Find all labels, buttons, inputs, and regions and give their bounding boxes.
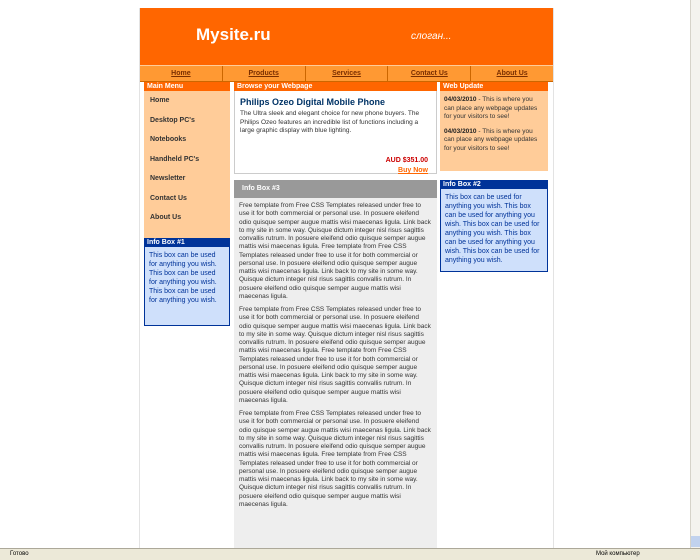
info-box-3-title: Info Box #3: [234, 180, 437, 198]
menu-item-home[interactable]: Home: [150, 97, 170, 104]
main-menu-title: Main Menu: [144, 82, 230, 91]
menu-item-about-us[interactable]: About Us: [150, 214, 182, 221]
buy-now-link[interactable]: Buy Now: [398, 167, 428, 174]
update-item: [444, 128, 544, 154]
menu-item-contact-us[interactable]: Contact Us: [150, 194, 187, 202]
site-title[interactable]: Mysite.ru: [196, 25, 271, 44]
web-update-title: Web Update: [440, 82, 548, 91]
info-box-3-paragraph: Free template from Free CSS Templates released under free to use it for both commercial or personal use. In posuere eleifend odio quisque semper augue mattis wisi maecenas ligula. Link back to my site in some way. Quisque dictum integer nisl risus sagittis convallis rutrum. In posuere eleifend odio quisque semper augue mattis wisi maecenas ligula. Free template from Free CSS Templates released under free to use it for both commercial or personal use. In posuere eleifend odio quisque semper augue mattis wisi maecenas ligula. Link back to my site in some way. Quisque dictum integer nisl risus sagittis convallis rutrum. In posuere eleifend odio quisque semper augue mattis wisi maecenas ligula.: [239, 306, 431, 404]
nav-home[interactable]: Home: [140, 66, 223, 81]
info-box-3-paragraph: Free template from Free CSS Templates released under free to use it for both commercial or personal use. In posuere eleifend odio quisque semper augue mattis wisi maecenas ligula. Link back to my site in some way. Quisque dictum integer nisl risus sagittis convallis rutrum. In posuere eleifend odio quisque semper augue mattis wisi maecenas ligula. Free template from Free CSS Templates released under free to use it for both commercial or personal use. In posuere eleifend odio quisque semper augue mattis wisi maecenas ligula. Link back to my site in some way. Quisque dictum integer nisl risus sagittis convallis rutrum. In posuere eleifend odio quisque semper augue mattis wisi maecenas ligula.: [239, 202, 431, 300]
security-zone: Мой компьютер: [596, 551, 640, 557]
nav-contact-us[interactable]: Contact Us: [388, 66, 471, 81]
nav-products[interactable]: Products: [223, 66, 306, 81]
status-text: Готово: [10, 551, 29, 557]
main-menu-list: [144, 91, 230, 239]
page-container: [139, 8, 554, 548]
info-box-3-body: [234, 198, 437, 518]
web-update-body: [440, 91, 548, 171]
info-box-1: [144, 238, 230, 326]
update-text: - This is where you can place any webpage updates for your visitors to see!: [444, 127, 538, 152]
update-text: - This is where you can place any webpage updates for your visitors to see!: [444, 96, 538, 120]
product-description: The Ultra sleek and elegant choice for new phone buyers. The Philips Ozeo features an incredible list of functions including a large graphic display with blue lighting.: [240, 110, 420, 134]
menu-item-newsletter[interactable]: Newsletter: [150, 175, 186, 182]
nav-about-us[interactable]: About Us: [496, 70, 528, 77]
main-menu: [144, 82, 230, 239]
product-card: [234, 91, 437, 174]
info-box-1-title: Info Box #1: [144, 238, 230, 247]
vertical-scrollbar[interactable]: [690, 0, 700, 548]
browser-status-bar: [0, 548, 700, 560]
site-header: [140, 8, 553, 65]
update-item: [444, 96, 544, 122]
nav-services[interactable]: Services: [306, 66, 389, 81]
menu-item-desktop-pcs[interactable]: Desktop PC's: [150, 116, 195, 124]
info-box-2: [440, 180, 548, 272]
site-slogan: слоган...: [411, 31, 452, 42]
browse-panel: [234, 82, 437, 174]
info-box-2-text: This box can be used for anything you wish. This box can be used for anything you wish. This box can be used for anything you wish. This box can be used for anything you wish. This box can be used for anything you wish.: [440, 189, 548, 272]
web-update: [440, 82, 548, 171]
update-date: 04/03/2010: [444, 96, 477, 103]
update-date: 04/03/2010: [444, 127, 477, 135]
info-box-3: [234, 180, 437, 548]
browse-title: Browse your Webpage: [234, 82, 437, 91]
menu-item-notebooks[interactable]: Notebooks: [150, 136, 187, 143]
menu-item-handheld-pcs[interactable]: Handheld PC's: [150, 155, 200, 163]
info-box-2-title: Info Box #2: [440, 180, 548, 189]
top-nav: [140, 65, 553, 82]
scroll-down-button[interactable]: [691, 536, 700, 547]
product-title: Philips Ozeo Digital Mobile Phone: [240, 97, 386, 107]
product-price: AUD $351.00: [385, 157, 428, 164]
info-box-1-text: This box can be used for anything you wish. This box can be used for anything you wish. This box can be used for anything you wish.: [144, 247, 230, 326]
info-box-3-paragraph: Free template from Free CSS Templates released under free to use it for both commercial or personal use. In posuere eleifend odio quisque semper augue mattis wisi maecenas ligula. Link back to my site in some way. Quisque dictum integer nisl risus sagittis convallis rutrum. In posuere eleifend odio quisque semper augue mattis wisi maecenas ligula. Free template from Free CSS Templates released under free to use it for both commercial or personal use. In posuere eleifend odio quisque semper augue mattis wisi maecenas ligula. Link back to my site in some way. Quisque dictum integer nisl risus sagittis convallis rutrum. In posuere eleifend odio quisque semper augue mattis wisi maecenas ligula.: [239, 410, 431, 508]
